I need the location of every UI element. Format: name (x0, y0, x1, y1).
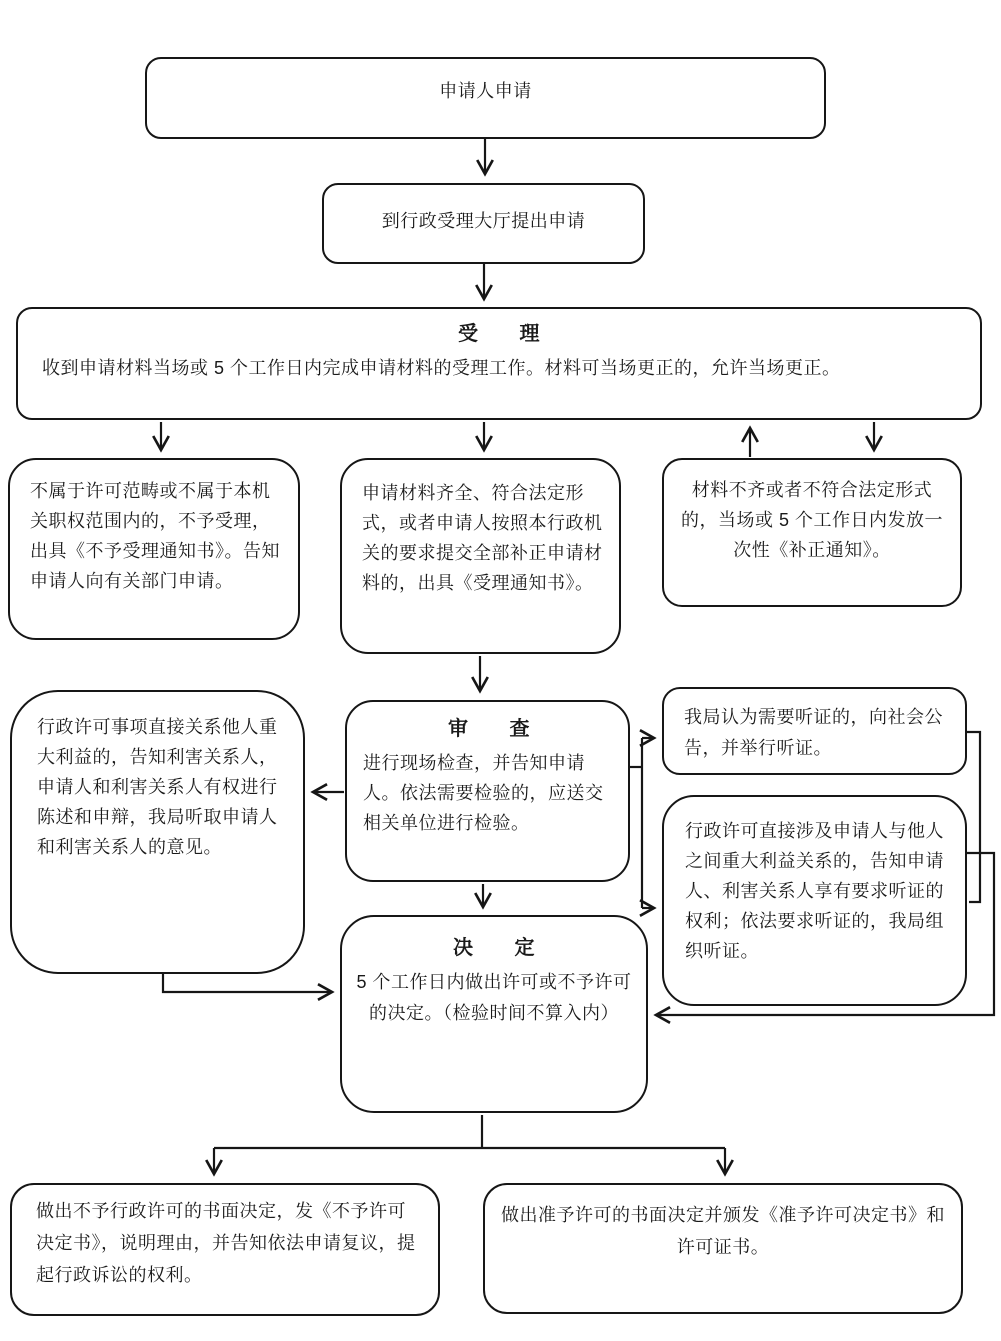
connector-interested-to-decision (163, 974, 332, 992)
node-accepted (340, 458, 621, 654)
node-acceptance-stage (16, 307, 982, 420)
decision-stage-title: 决 定 (453, 937, 535, 959)
node-review-stage (345, 700, 630, 882)
acceptance-stage-title: 受 理 (458, 323, 540, 345)
node-hall-label: 到行政受理大厅提出申请 (381, 211, 586, 231)
node-hearing-announce-label: 我局认为需要听证的，向社会公告，并举行听证。 (684, 707, 943, 758)
node-interested-party-label: 行政许可事项直接关系他人重大利益的，告知利害关系人，申请人和利害关系人有权进行陈述和申辩，我局听取申请人和利害关系人的意见。 (37, 717, 278, 857)
node-supplement-label: 材料不齐或者不符合法定形式的，当场或 5 个工作日内发放一次性《补正通知》。 (680, 480, 943, 560)
node-interested-party (10, 690, 305, 974)
node-deny-label: 做出不予行政许可的书面决定，发《不予许可决定书》，说明理由，并告知依法申请复议，提起行政诉讼的权利。 (36, 1201, 416, 1285)
node-grant (483, 1183, 963, 1314)
node-accepted-label: 申请材料齐全、符合法定形式，或者申请人按照本行政机关的要求提交全部补正申请材料的，出具《受理通知书》。 (362, 483, 603, 593)
node-supplement (662, 458, 962, 607)
node-not-accepted-label: 不属于许可范畴或不属于本机关职权范围内的，不予受理，出具《不予受理通知书》。告知申请人向有关部门申请。 (30, 481, 280, 591)
node-hall (322, 183, 645, 264)
review-stage-title: 审 查 (448, 718, 530, 740)
node-deny (10, 1183, 440, 1316)
node-applicant (145, 57, 826, 139)
acceptance-stage-body: 收到申请材料当场或 5 个工作日内完成申请材料的受理工作。材料可当场更正的，允许当场更正。 (42, 358, 841, 378)
node-hearing-announce (662, 687, 967, 775)
node-hearing-rights (662, 795, 967, 1006)
connector-announce-to-rights (966, 732, 980, 902)
review-stage-body: 进行现场检查，并告知申请人。依法需要检验的，应送交相关单位进行检验。 (363, 753, 604, 833)
decision-stage-body: 5 个工作日内做出许可或不予许可的决定。（检验时间不算入内） (356, 972, 632, 1023)
node-not-accepted (8, 458, 300, 640)
node-applicant-label: 申请人申请 (439, 81, 532, 101)
node-grant-label: 做出准予许可的书面决定并颁发《准予许可决定书》和许可证书。 (501, 1205, 945, 1257)
node-decision-stage (340, 915, 648, 1113)
node-hearing-rights-label: 行政许可直接涉及申请人与他人之间重大利益关系的，告知申请人、利害关系人享有要求听证的权利；依法要求听证的，我局组织听证。 (685, 821, 944, 961)
